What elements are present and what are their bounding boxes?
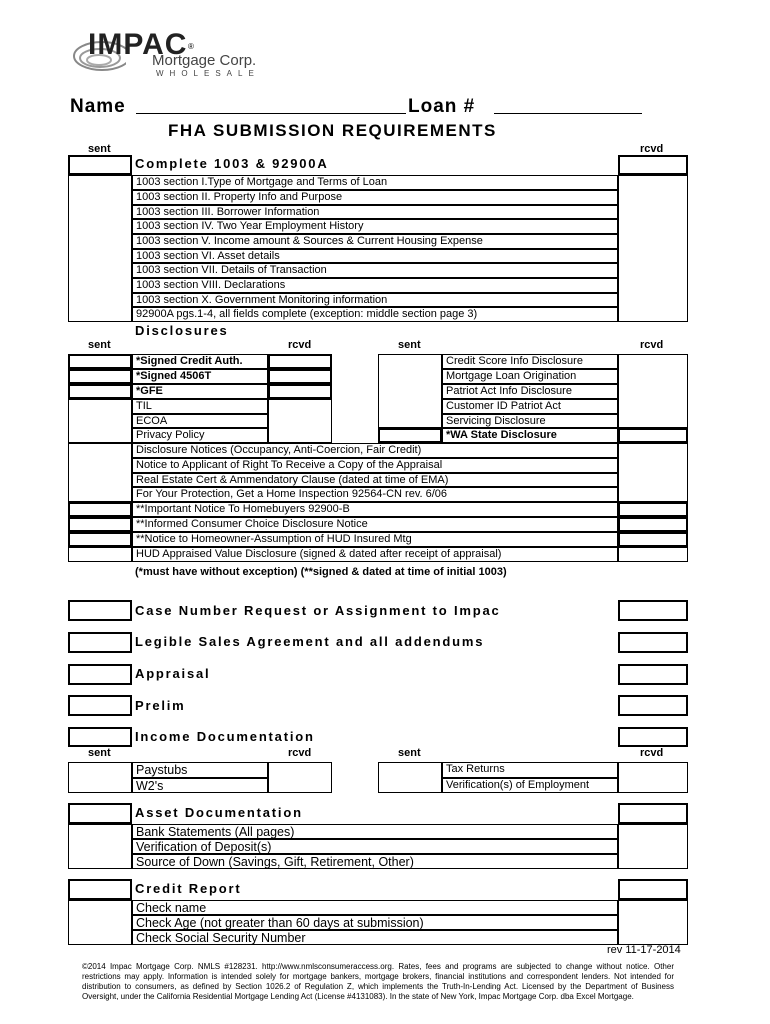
logo-registered: ®: [188, 42, 194, 51]
appraisal-rcvd-checkbox[interactable]: [618, 664, 688, 685]
list-item: For Your Protection, Get a Home Inspection 92564-CN rev. 6/06: [132, 487, 618, 502]
list-item: **Notice to Homeowner-Assumption of HUD Insured Mtg: [132, 532, 618, 547]
list-item: *Signed 4506T: [132, 369, 268, 384]
appraisal-sent-checkbox[interactable]: [68, 664, 132, 685]
rcvd-label: rcvd: [640, 747, 664, 759]
asset-rcvd-checkbox[interactable]: [618, 803, 688, 824]
list-item: Patriot Act Info Disclosure: [442, 384, 618, 399]
gfe-rcvd-checkbox[interactable]: [268, 384, 332, 399]
list-item: Privacy Policy: [132, 428, 268, 443]
sent-label: sent: [88, 747, 111, 759]
complete-1003-rcvd-checkbox[interactable]: [618, 155, 688, 175]
list-item: 1003 section VIII. Declarations: [132, 278, 618, 293]
loan-number-field[interactable]: [494, 113, 642, 114]
complete-1003-rcvd-column: [618, 175, 688, 322]
sent-label: sent: [398, 339, 421, 351]
til-ecoa-privacy-sent-column: [68, 399, 132, 443]
rcvd-label: rcvd: [288, 747, 312, 759]
list-item: *Signed Credit Auth.: [132, 354, 268, 369]
list-item: 1003 section I.Type of Mortgage and Terms of Loan: [132, 175, 618, 190]
list-item: Bank Statements (All pages): [132, 824, 618, 839]
rcvd-label: rcvd: [288, 339, 312, 351]
income-title: Income Documentation: [135, 729, 315, 744]
gfe-sent-checkbox[interactable]: [68, 384, 132, 399]
prelim-sent-checkbox[interactable]: [68, 695, 132, 716]
logo-brand: IMPAC: [88, 28, 188, 61]
list-item: 1003 section II. Property Info and Purpose: [132, 190, 618, 205]
sales-agreement-rcvd-checkbox[interactable]: [618, 632, 688, 653]
asset-rcvd-column: [618, 824, 688, 869]
appraisal-title: Appraisal: [135, 666, 211, 681]
list-item: *GFE: [132, 384, 268, 399]
case-number-sent-checkbox[interactable]: [68, 600, 132, 621]
hud-appraised-rcvd-checkbox[interactable]: [618, 547, 688, 562]
logo-subtitle: Mortgage Corp.: [152, 52, 257, 69]
credit-title: Credit Report: [135, 881, 242, 896]
signed-4506t-sent-checkbox[interactable]: [68, 369, 132, 384]
list-item: 1003 section III. Borrower Information: [132, 205, 618, 219]
signed-4506t-rcvd-checkbox[interactable]: [268, 369, 332, 384]
prelim-title: Prelim: [135, 698, 186, 713]
list-item: Servicing Disclosure: [442, 414, 618, 428]
asset-sent-checkbox[interactable]: [68, 803, 132, 824]
list-item: Paystubs: [132, 762, 268, 778]
income-right-sent-column: [378, 762, 442, 793]
list-item: Mortgage Loan Origination: [442, 369, 618, 384]
hud-appraised-sent-checkbox[interactable]: [68, 547, 132, 562]
list-item: Verification(s) of Employment: [442, 778, 618, 793]
income-right-rcvd-column: [618, 762, 688, 793]
complete-1003-title: Complete 1003 & 92900A: [135, 156, 329, 171]
list-item: Real Estate Cert & Ammendatory Clause (dated at time of EMA): [132, 473, 618, 487]
wa-state-sent-checkbox[interactable]: [378, 428, 442, 443]
income-left-rcvd-column: [268, 762, 332, 793]
list-item: Check Age (not greater than 60 days at submission): [132, 915, 618, 930]
sales-agreement-title: Legible Sales Agreement and all addendums: [135, 634, 485, 649]
list-item: Customer ID Patriot Act: [442, 399, 618, 414]
income-sent-checkbox[interactable]: [68, 727, 132, 747]
rcvd-label: rcvd: [640, 143, 664, 155]
list-item: TIL: [132, 399, 268, 414]
sent-label: sent: [88, 143, 111, 155]
list-item: ECOA: [132, 414, 268, 428]
list-item: 1003 section IV. Two Year Employment History: [132, 219, 618, 234]
name-field[interactable]: [136, 113, 406, 114]
list-item: 1003 section V. Income amount & Sources & Current Housing Expense: [132, 234, 618, 249]
informed-consumer-sent-checkbox[interactable]: [68, 517, 132, 532]
list-item: Notice to Applicant of Right To Receive a Copy of the Appraisal: [132, 458, 618, 473]
right-disclosures-rcvd-column: [618, 354, 688, 428]
important-notice-rcvd-checkbox[interactable]: [618, 502, 688, 517]
right-disclosures-sent-column: [378, 354, 442, 428]
logo-division: WHOLESALE: [156, 69, 260, 78]
prelim-rcvd-checkbox[interactable]: [618, 695, 688, 716]
credit-sent-checkbox[interactable]: [68, 879, 132, 900]
notice-homeowner-sent-checkbox[interactable]: [68, 532, 132, 547]
sales-agreement-sent-checkbox[interactable]: [68, 632, 132, 653]
sent-label: sent: [398, 747, 421, 759]
list-item: Check name: [132, 900, 618, 915]
page-title: FHA SUBMISSION REQUIREMENTS: [168, 121, 497, 140]
case-number-rcvd-checkbox[interactable]: [618, 600, 688, 621]
credit-rcvd-column: [618, 900, 688, 945]
asset-sent-column: [68, 824, 132, 869]
til-ecoa-privacy-rcvd-column: [268, 399, 332, 443]
list-item: **Informed Consumer Choice Disclosure Notice: [132, 517, 618, 532]
complete-1003-sent-checkbox[interactable]: [68, 155, 132, 175]
list-item: Credit Score Info Disclosure: [442, 354, 618, 369]
asset-title: Asset Documentation: [135, 805, 303, 820]
list-item: Check Social Security Number: [132, 930, 618, 945]
list-item: 1003 section VII. Details of Transaction: [132, 263, 618, 278]
list-item: Disclosure Notices (Occupancy, Anti-Coercion, Fair Credit): [132, 443, 618, 458]
wa-state-rcvd-checkbox[interactable]: [618, 428, 688, 443]
signed-credit-auth-sent-checkbox[interactable]: [68, 354, 132, 369]
notices-rcvd-column: [618, 443, 688, 502]
list-item: Tax Returns: [442, 762, 618, 778]
list-item: 1003 section VI. Asset details: [132, 249, 618, 263]
income-rcvd-checkbox[interactable]: [618, 727, 688, 747]
credit-rcvd-checkbox[interactable]: [618, 879, 688, 900]
list-item: Source of Down (Savings, Gift, Retirement, Other): [132, 854, 618, 869]
revision-date: rev 11-17-2014: [607, 944, 681, 956]
credit-sent-column: [68, 900, 132, 945]
sent-label: sent: [88, 339, 111, 351]
loan-label: Loan #: [408, 96, 476, 117]
complete-1003-sent-column: [68, 175, 132, 322]
list-item: Verification of Deposit(s): [132, 839, 618, 854]
list-item: W2's: [132, 778, 268, 793]
income-left-sent-column: [68, 762, 132, 793]
important-notice-sent-checkbox[interactable]: [68, 502, 132, 517]
informed-consumer-rcvd-checkbox[interactable]: [618, 517, 688, 532]
notices-sent-column: [68, 443, 132, 502]
disclosures-title: Disclosures: [135, 323, 229, 338]
list-item: 92900A pgs.1-4, all fields complete (exception: middle section page 3): [132, 307, 618, 322]
footer-disclaimer: ©2014 Impac Mortgage Corp. NMLS #128231. http://www.nmlsconsumeraccess.org. Rates, fees and programs are subjected to change without notice. Other restrictions may apply. Information is intended solely for mortgage bankers, mortgage brokers, financial institutions and correspondent lenders. Not intended for distribution to consumers, as defined by Section 1026.2 of Regulation Z, which implements the Truth-In-Lending Act. Licensed by the Department of Business Oversight, under the California Residential Mortgage Lending Act (License #4131083). In the state of New York, Impac Mortgage Corp. dba Excel Mortgage.: [82, 962, 674, 1001]
signed-credit-auth-rcvd-checkbox[interactable]: [268, 354, 332, 369]
list-item: **Important Notice To Homebuyers 92900-B: [132, 502, 618, 517]
rcvd-label: rcvd: [640, 339, 664, 351]
list-item: 1003 section X. Government Monitoring information: [132, 293, 618, 307]
case-number-title: Case Number Request or Assignment to Impac: [135, 603, 501, 618]
disclosures-note: (*must have without exception) (**signed & dated at time of initial 1003): [135, 566, 507, 578]
notice-homeowner-rcvd-checkbox[interactable]: [618, 532, 688, 547]
list-item: *WA State Disclosure: [442, 428, 618, 443]
list-item: HUD Appraised Value Disclosure (signed & dated after receipt of appraisal): [132, 547, 618, 562]
name-label: Name: [70, 96, 126, 117]
